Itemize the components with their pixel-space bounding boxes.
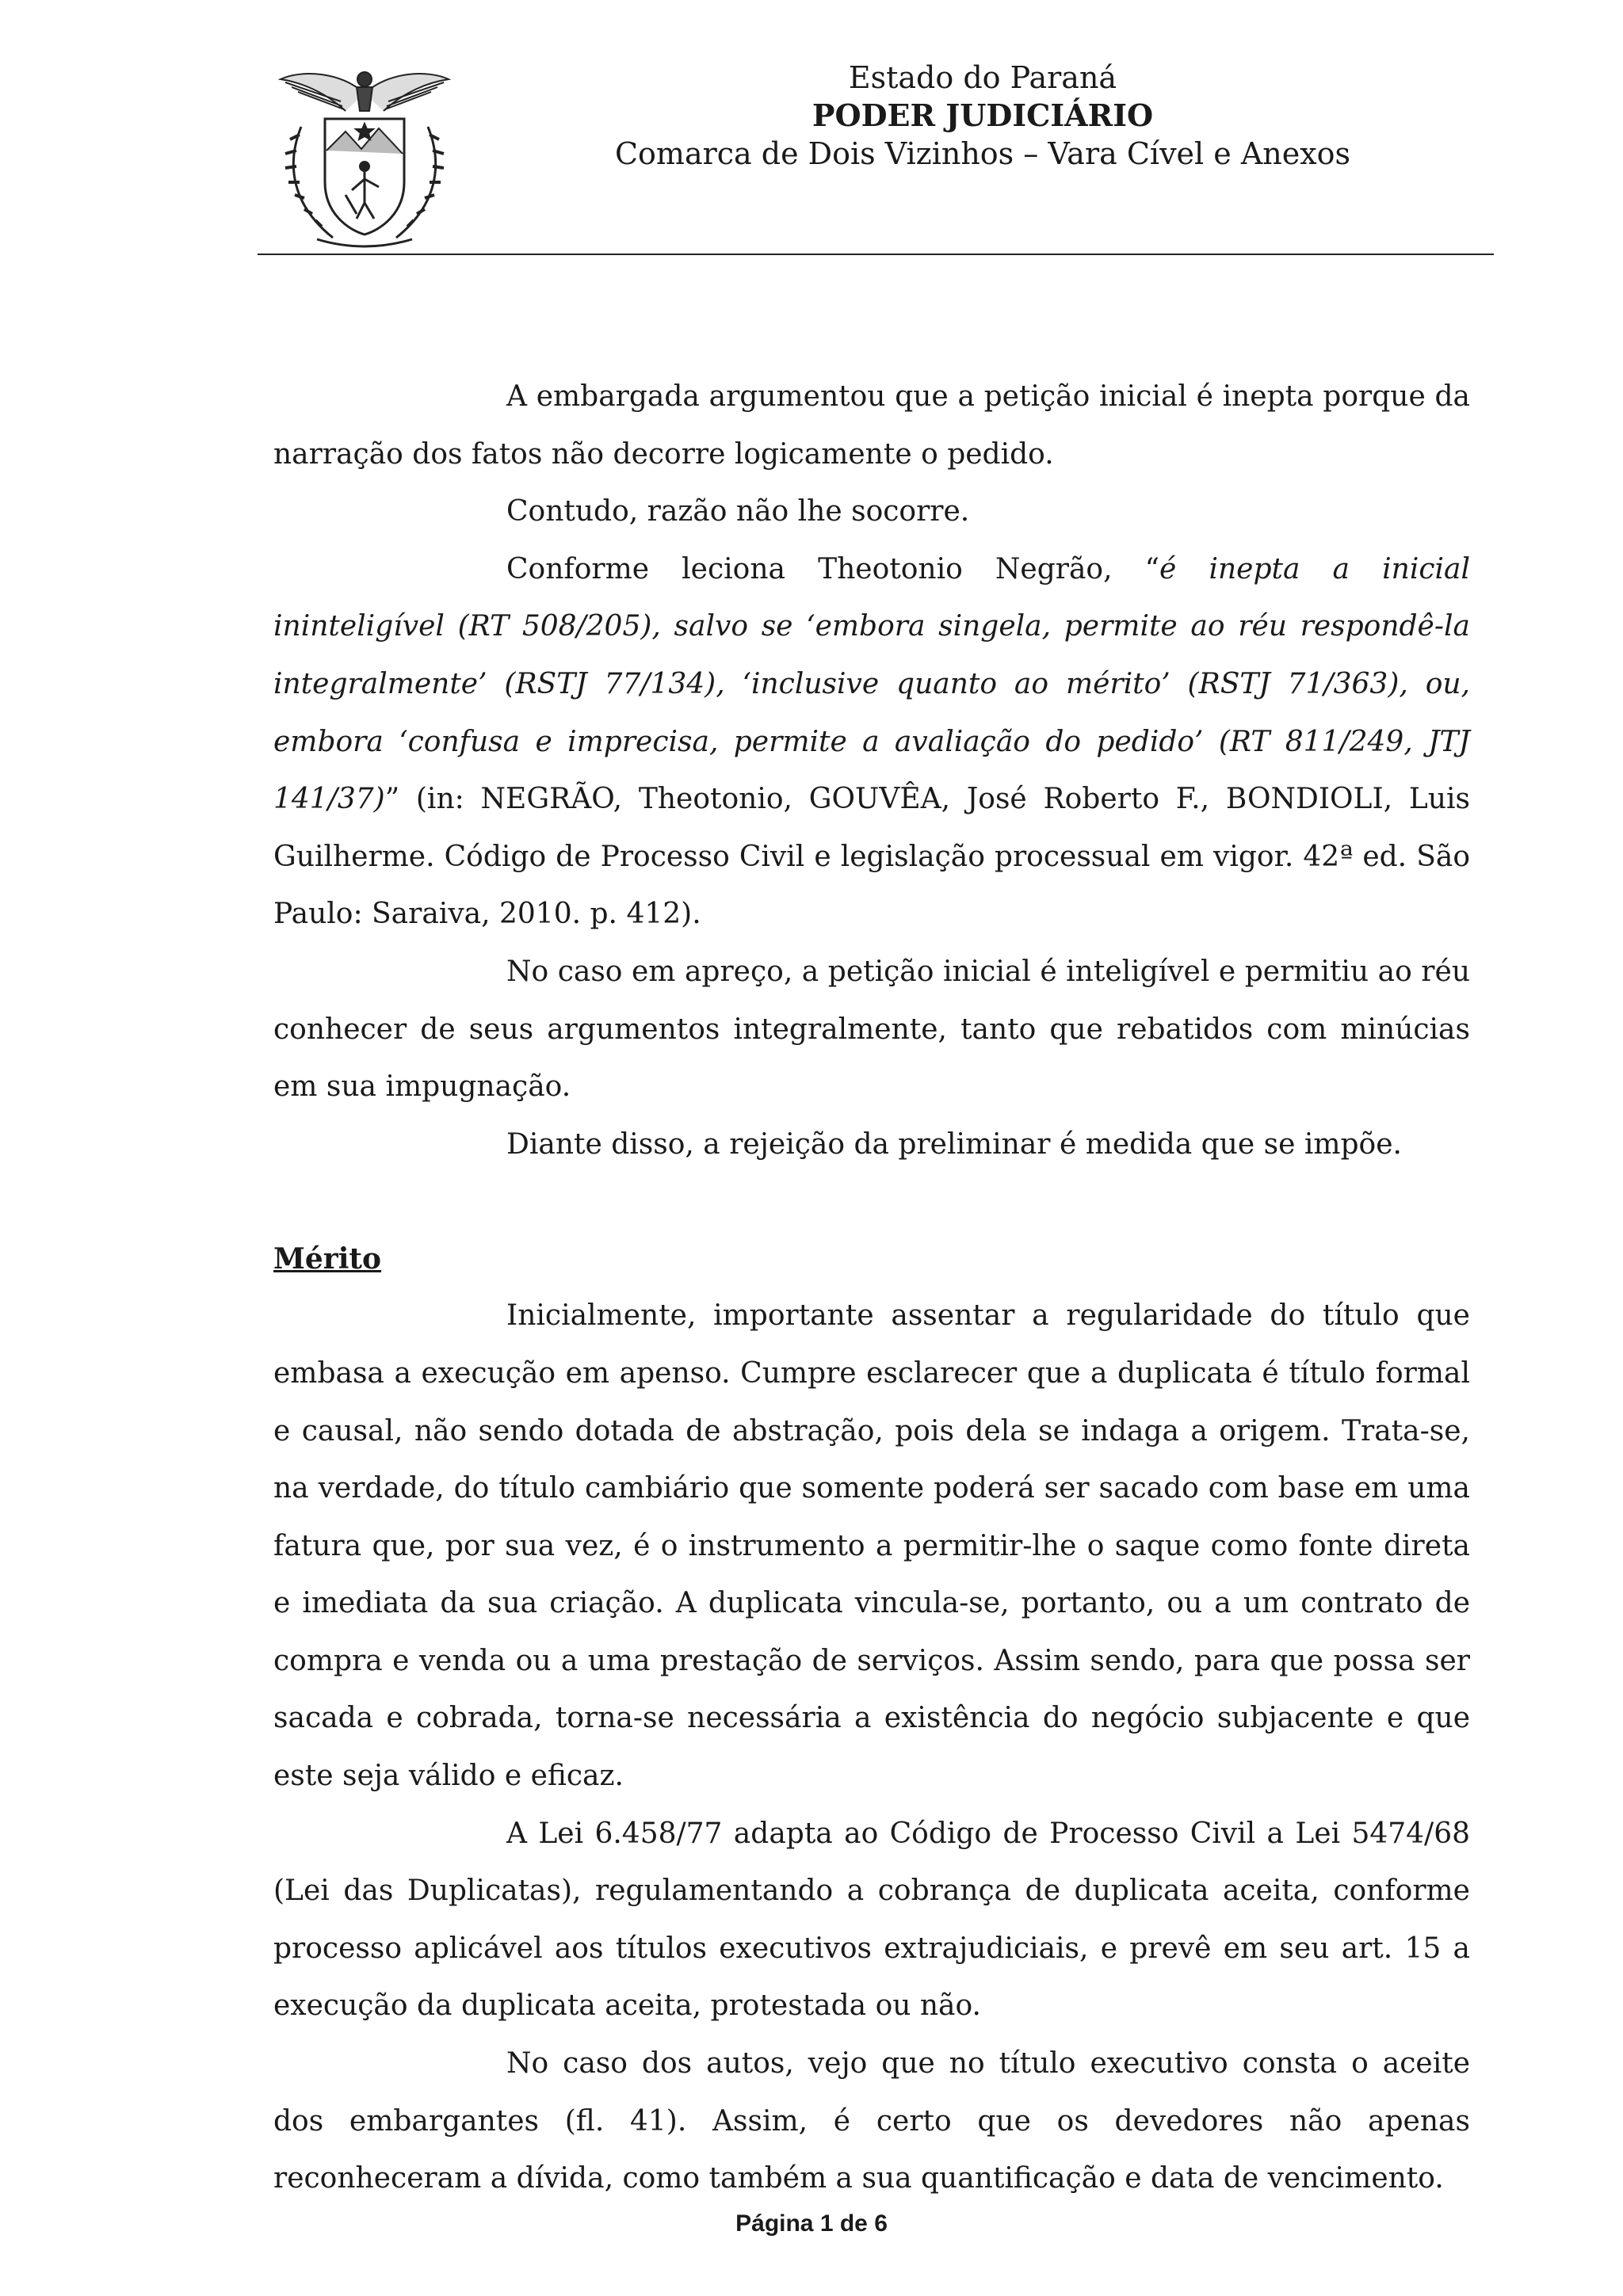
header-state: Estado do Paraná [848,60,1117,95]
paragraph-citation [273,541,1470,944]
document-header [602,59,1363,173]
paragraph-rejeicao: Diante disso, a rejeição da preliminar é medida que se impõe. [506,1127,1402,1161]
document-body [273,368,1470,2208]
header-divider [258,254,1494,255]
citation-reference: ” (in: NEGRÃO, Theotonio, GOUVÊA, José Roberto F., BONDIOLI, Luis Guilherme. Código de Processo Civil e legislação processual em vigor. 42ª ed. São Paulo: Saraiva, 2010. p. 412). [273,783,1470,931]
header-court: Comarca de Dois Vizinhos – Vara Cível e Anexos [614,136,1351,171]
coat-of-arms-icon [269,55,460,254]
paragraph-duplicata: Inicialmente, importante assentar a regularidade do título que embasa a execução em apenso. Cumpre esclarecer que a duplicata é título formal e causal, não sendo dotada de abstração, pois dela se indaga a origem. Trata-se, na verdade, do título cambiário que somente poderá ser sacado com base em uma fatura que, por sua vez, é o instrumento a permitir-lhe o saque como fonte direta e imediata da sua criação. A duplicata vincula-se, portanto, ou a um contrato de compra e venda ou a uma prestação de serviços. Assim sendo, para que possa ser sacada e cobrada, torna-se necessária a existência do negócio subjacente e que este seja válido e eficaz. [273,1299,1470,1793]
page-number: Página 1 de 6 [735,2210,888,2237]
section-spacer [273,1173,1470,1230]
paragraph-lei: A Lei 6.458/77 adapta ao Código de Processo Civil a Lei 5474/68 (Lei das Duplicatas), regulamentando a cobrança de duplicata aceita, conforme processo aplicável aos títulos executivos extrajudiciais, e prevê em seu art. 15 a execução da duplicata aceita, protestada ou não. [273,1817,1470,2023]
paragraph-contudo: Contudo, razão não lhe socorre. [506,495,970,528]
citation-quote: é inepta a inicial ininteligível (RT 508/205), salvo se ‘embora singela, permite ao réu respondê-la integralmente’ (RSTJ 77/134), ‘inclusive quanto ao mérito’ (RSTJ 71/363), ou, embora ‘confusa e imprecisa, permite a avaliação do pedido’ (RT 811/249, JTJ 141/37) [273,552,1470,816]
citation-intro: Conforme leciona Theotonio Negrão, “ [506,552,1160,585]
section-title-merito: Mérito [273,1242,382,1276]
header-power: PODER JUDICIÁRIO [812,97,1154,133]
paragraph-caso-autos: No caso dos autos, vejo que no título executivo consta o aceite dos embargantes (fl. 41). Assim, é certo que os devedores não apenas reconheceram a dívida, como também a sua quantificação e data de vencimento. [273,2047,1470,2195]
paragraph-caso-apreco: No caso em apreço, a petição inicial é inteligível e permitiu ao réu conhecer de seus argumentos integralmente, tanto que rebatidos com minúcias em sua impugnação. [273,955,1470,1104]
paragraph-inepta: A embargada argumentou que a petição inicial é inepta porque da narração dos fatos não decorre logicamente o pedido. [273,380,1470,471]
